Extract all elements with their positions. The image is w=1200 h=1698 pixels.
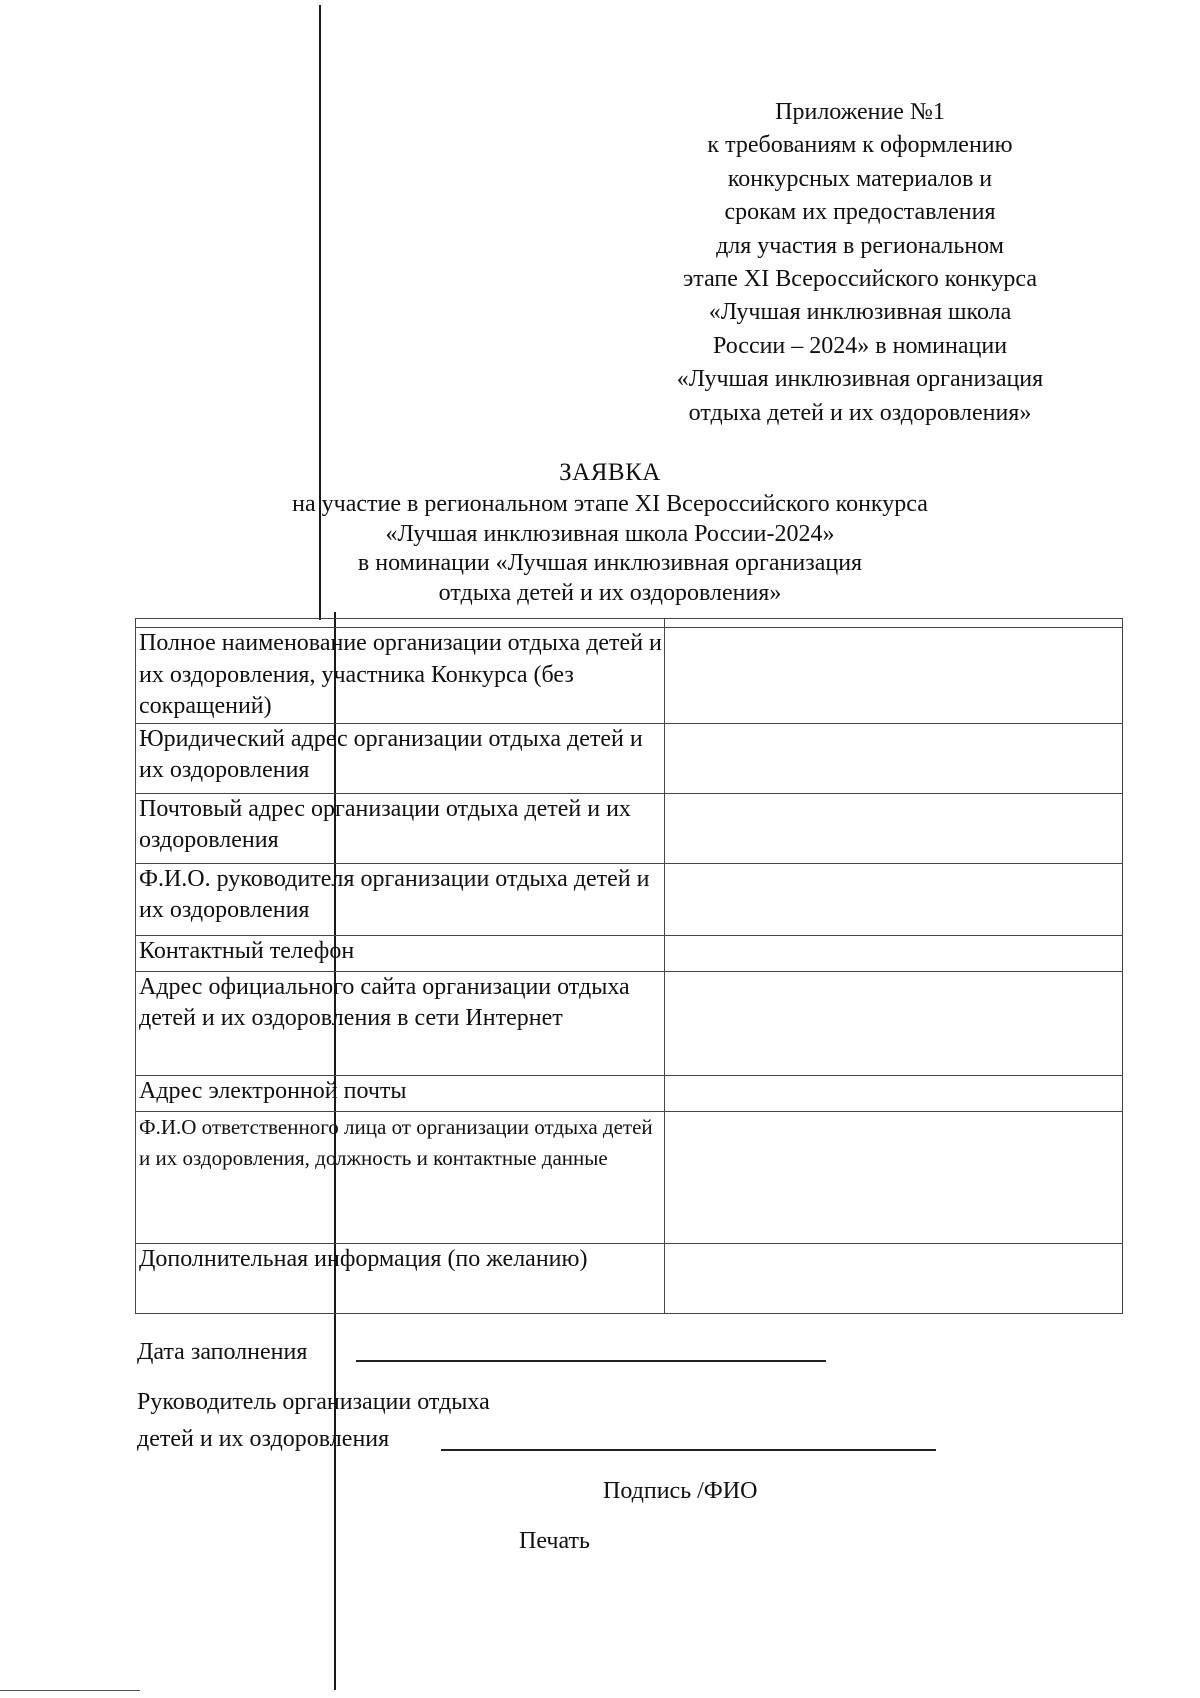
document-heading xyxy=(160,456,1060,608)
field-value-email[interactable] xyxy=(665,1075,1123,1111)
table-row xyxy=(136,628,1123,724)
appendix-line: этапе XI Всероссийского конкурса xyxy=(683,266,1037,293)
application-form-table xyxy=(135,618,1123,1314)
appendix-line: конкурсных материалов и xyxy=(727,165,993,192)
field-label-responsible-person: Ф.И.О ответственного лица от организации отдыха детей и их оздоровления, должность и контактные данные xyxy=(136,1111,665,1243)
field-label-website: Адрес официального сайта организации отдыха детей и их оздоровления в сети Интернет xyxy=(136,971,665,1075)
appendix-line: Приложение №1 xyxy=(775,99,945,125)
heading-line: «Лучшая инклюзивная школа России-2024» xyxy=(385,520,835,547)
heading-line: на участие в региональном этапе XI Всероссийского конкурса xyxy=(292,491,928,517)
field-value-legal-address[interactable] xyxy=(665,723,1123,793)
field-label-additional-info: Дополнительная информация (по желанию) xyxy=(136,1243,665,1313)
signature-caption: Подпись /ФИО xyxy=(603,1478,758,1504)
heading-line: в номинации «Лучшая инклюзивная организация xyxy=(357,550,863,576)
table-top-strip xyxy=(136,619,1123,628)
field-label-legal-address: Юридический адрес организации отдыха детей и их оздоровления xyxy=(136,723,665,793)
head-label-line2: детей и их оздоровления xyxy=(137,1426,390,1452)
table-row xyxy=(136,935,1123,971)
appendix-line: к требованиям к оформлению xyxy=(707,132,1013,159)
appendix-line: отдыха детей и их оздоровления» xyxy=(688,399,1032,426)
appendix-line: «Лучшая инклюзивная школа xyxy=(708,299,1012,326)
heading-line: отдыха детей и их оздоровления» xyxy=(438,579,782,606)
date-label: Дата заполнения xyxy=(137,1339,308,1365)
date-underline[interactable] xyxy=(356,1360,826,1362)
appendix-line: «Лучшая инклюзивная организация xyxy=(676,366,1044,393)
field-value-full-name[interactable] xyxy=(665,628,1123,724)
field-value-additional-info[interactable] xyxy=(665,1243,1123,1313)
signature-underline[interactable] xyxy=(441,1449,936,1451)
appendix-line: срокам их предоставления xyxy=(724,199,996,226)
table-row xyxy=(136,723,1123,793)
field-value-website[interactable] xyxy=(665,971,1123,1075)
field-label-director-name: Ф.И.О. руководителя организации отдыха детей и их оздоровления xyxy=(136,863,665,935)
head-label-line1: Руководитель организации отдыха xyxy=(137,1389,490,1415)
appendix-line: России – 2024» в номинации xyxy=(712,332,1008,359)
field-label-full-name: Полное наименование организации отдыха детей и их оздоровления, участника Конкурса (без сокращений) xyxy=(136,628,665,724)
table-row xyxy=(136,863,1123,935)
field-value-phone[interactable] xyxy=(665,935,1123,971)
stamp-label: Печать xyxy=(519,1528,590,1554)
appendix-header xyxy=(600,96,1120,430)
table-row xyxy=(136,1111,1123,1243)
field-value-director-name[interactable] xyxy=(665,863,1123,935)
field-value-responsible-person[interactable] xyxy=(665,1111,1123,1243)
appendix-line: для участия в региональном xyxy=(716,232,1004,259)
table-row xyxy=(136,1075,1123,1111)
field-label-postal-address: Почтовый адрес организации отдыха детей и их оздоровления xyxy=(136,793,665,863)
table-row xyxy=(136,971,1123,1075)
field-label-phone: Контактный телефон xyxy=(136,935,665,971)
table-row xyxy=(136,793,1123,863)
field-label-email: Адрес электронной почты xyxy=(136,1075,665,1111)
field-value-postal-address[interactable] xyxy=(665,793,1123,863)
scan-edge-mark xyxy=(0,1690,140,1691)
table-row xyxy=(136,1243,1123,1313)
document-title: ЗАЯВКА xyxy=(559,459,661,486)
